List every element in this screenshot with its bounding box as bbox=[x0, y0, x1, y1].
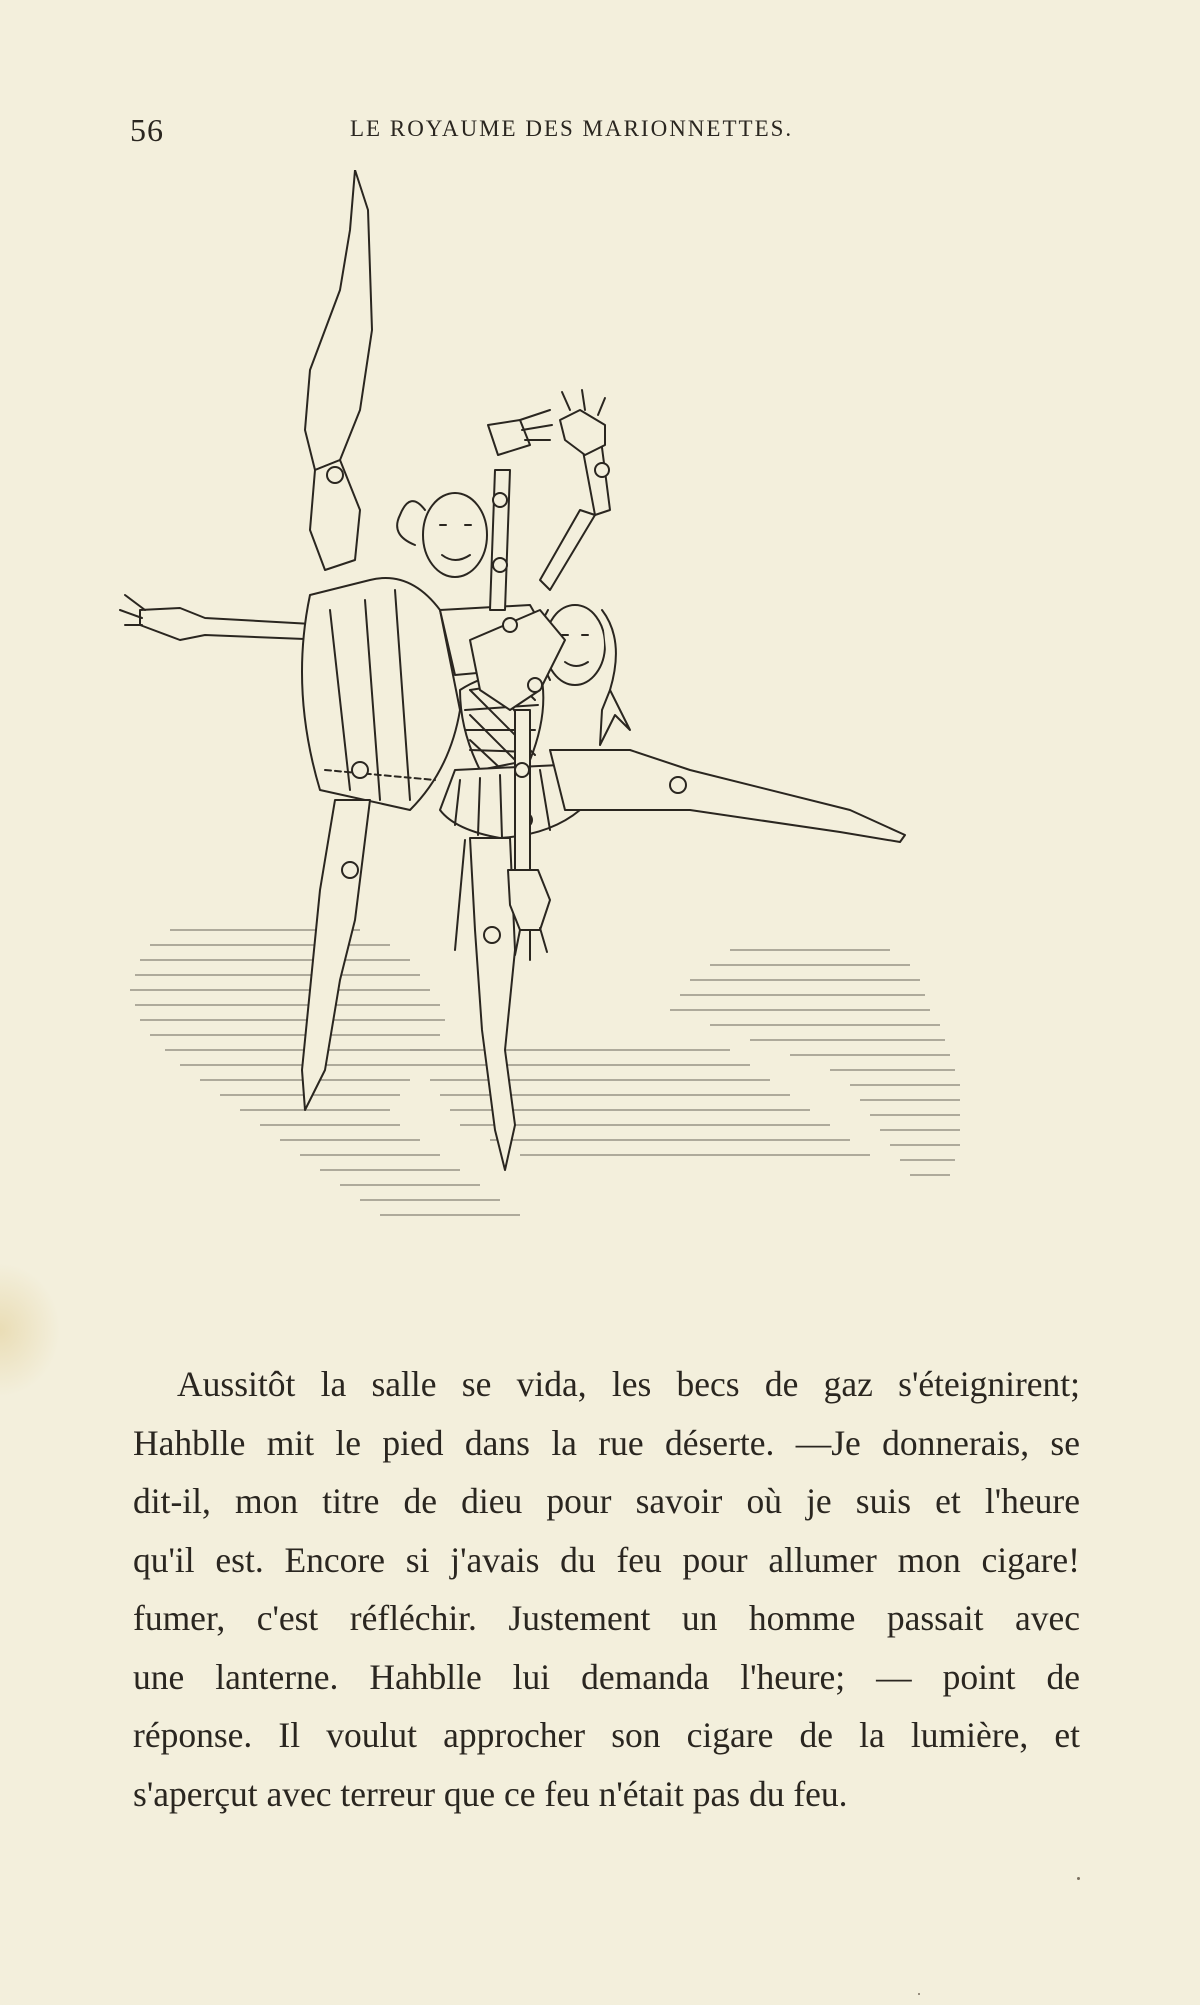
paper-speck bbox=[1077, 1877, 1080, 1880]
text-line: Hahblle mit le pied dans la rue déserte. —Je donnerais, se bbox=[133, 1422, 1080, 1463]
page-number: 56 bbox=[130, 112, 164, 148]
shadow-hatching bbox=[130, 930, 960, 1215]
body-paragraph bbox=[133, 1355, 1080, 1823]
text-line: Aussitôt la salle se vida, les becs de gaz s'éteignirent; bbox=[177, 1364, 1080, 1404]
page-header bbox=[130, 112, 1070, 152]
running-head: LE ROYAUME DES MARIONNETTES. bbox=[350, 116, 794, 141]
text-line: réponse. Il voulut approcher son cigare de la lumière, et bbox=[133, 1715, 1080, 1755]
marionette-illustration bbox=[110, 170, 1100, 1340]
paper-speck bbox=[918, 1993, 920, 1995]
two-jointed-marionette-dancers-icon bbox=[110, 170, 1100, 1340]
text-line: fumer, c'est réfléchir. Justement un homme passait avec bbox=[133, 1598, 1080, 1638]
text-line: une lanterne. Hahblle lui demanda l'heure; — point de bbox=[133, 1656, 1080, 1697]
text-line: qu'il est. Encore si j'avais du feu pour allumer mon cigare! bbox=[133, 1539, 1080, 1580]
text-line: dit-il, mon titre de dieu pour savoir où je suis et l'heure bbox=[133, 1481, 1080, 1521]
text-line: s'aperçut avec terreur que ce feu n'était pas du feu. bbox=[133, 1773, 848, 1814]
